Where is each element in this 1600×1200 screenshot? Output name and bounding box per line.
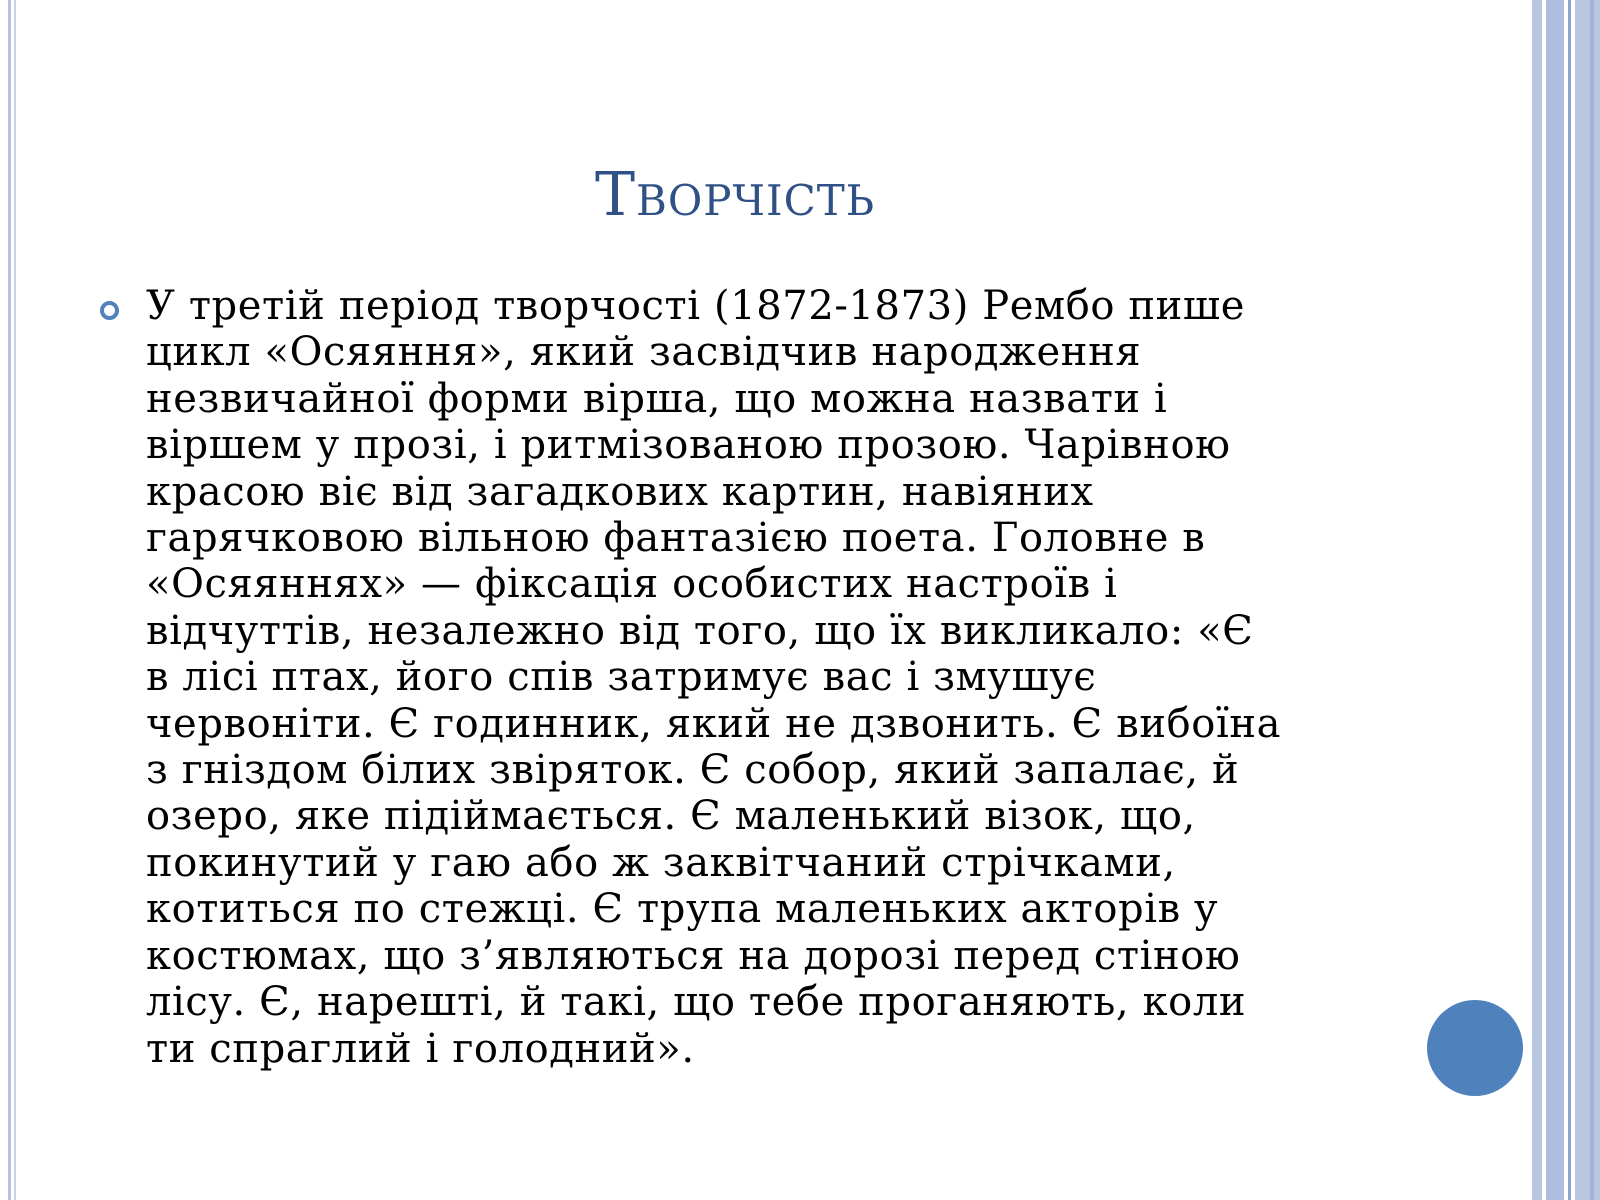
body-line: з гніздом білих звірятoк. Є собор, який запалає, й <box>146 747 1240 794</box>
body-line: незвичайної форми вірша, що можна назвати і <box>146 375 1168 422</box>
body-line: відчуттів, незалежно від того, що їх викликало: «Є <box>146 607 1254 654</box>
body-line: в лісі птах, його спів затримує вас і змушує <box>146 654 1097 701</box>
body-line: гарячковою вільною фантазією поета. Головне в <box>146 515 1206 562</box>
body-line: костюмах, що з’являються на дорозі перед стіною <box>146 932 1241 979</box>
body-line: лісу. Є, нарешті, й такі, що тебе проганяють, коли <box>146 979 1247 1026</box>
body-line: «Осяяннях» — фіксація особистих настроїв і <box>146 561 1118 608</box>
right-stripe <box>1546 0 1564 1200</box>
body-line: озеро, яке підіймається. Є маленький візок, що, <box>146 793 1196 840</box>
body-line: ти спраглий і голодний». <box>146 1025 695 1072</box>
right-stripe <box>1575 0 1600 1200</box>
body-line: віршем у прозі, і ритмізованою прозою. Чарівною <box>146 422 1231 469</box>
body-line: покинутий у гаю або ж заквітчаний стрічками, <box>146 839 1176 886</box>
body-line: цикл «Осяяння», який засвідчив народження <box>146 329 1142 376</box>
decorative-circle-icon <box>1427 1000 1523 1096</box>
slide-title: Творчість <box>594 160 876 230</box>
right-stripe <box>1568 0 1571 1200</box>
body-line: котиться по стежці. Є трупа маленьких акторів у <box>146 886 1219 933</box>
body-line: червоніти. Є годинник, який не дзвонить. Є вибоїна <box>146 700 1282 747</box>
right-stripe <box>1532 0 1542 1200</box>
body-line: красою віє від загадкових картин, навіяних <box>146 468 1094 515</box>
body-line: У третій період творчості (1872-1873) Рембо пише <box>146 283 1245 329</box>
slide-body-text <box>146 283 1376 1072</box>
hollow-circle-bullet-icon <box>100 301 119 320</box>
right-stripe <box>1590 0 1594 1200</box>
